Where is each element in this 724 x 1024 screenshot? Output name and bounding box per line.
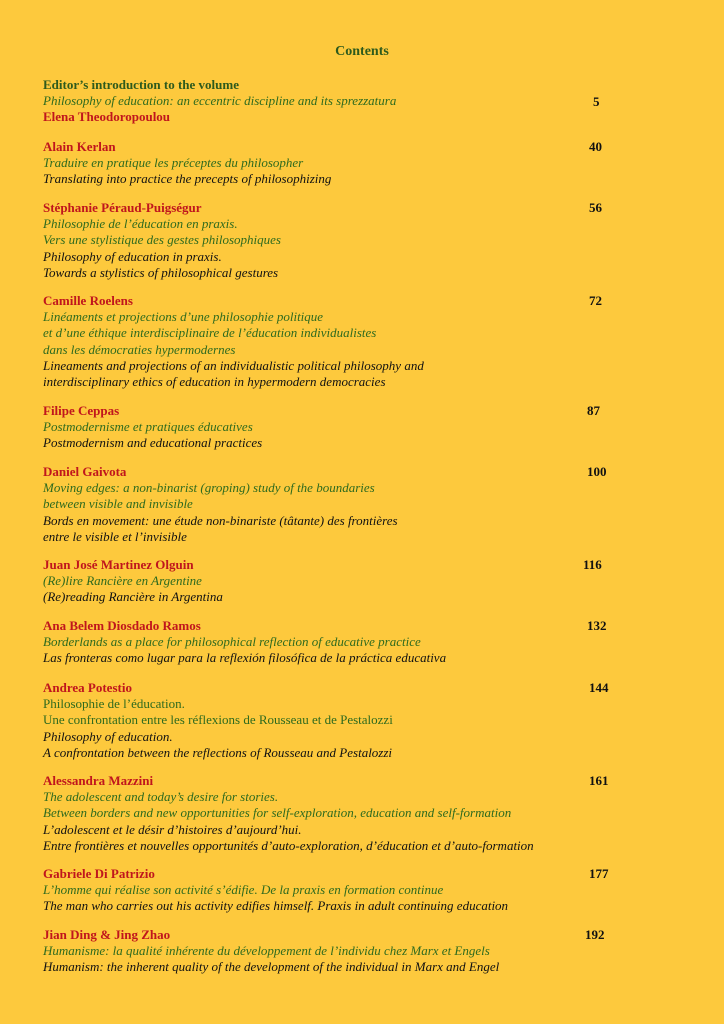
entry-title-line: The adolescent and today’s desire for stories. xyxy=(43,789,279,805)
entry-author: Elena Theodoropoulou xyxy=(43,109,171,125)
entry-title-line: Philosophy of education. xyxy=(43,728,173,744)
entry-author: Alain Kerlan xyxy=(43,139,116,154)
entry-title-line: et d’une éthique interdisciplinaire de l’éducation individualistes xyxy=(43,325,377,341)
entry-title-line: (Re)lire Rancière en Argentine xyxy=(43,573,202,589)
entry-title-line: Postmodernism and educational practices xyxy=(43,435,263,451)
entry-title-line: Between borders and new opportunities for self-exploration, education and self-formation xyxy=(43,805,512,821)
entry-title-line: Humanism: the inherent quality of the development of the individual in Marx and Engel xyxy=(43,959,500,975)
entry-page-number: 177 xyxy=(589,866,609,881)
toc-entry xyxy=(43,927,663,976)
entry-page-number: 87 xyxy=(587,403,600,418)
entry-author: Andrea Potestio xyxy=(43,680,132,695)
entry-title-line: Moving edges: a non-binarist (groping) study of the boundaries xyxy=(43,480,375,496)
toc-entry xyxy=(43,618,663,667)
entry-title-line: Entre frontières et nouvelles opportunités d’auto-exploration, d’éducation et d’auto-formation xyxy=(43,837,534,853)
entry-author: Juan José Martinez Olguin xyxy=(43,557,194,572)
entry-title-line: A confrontation between the reflections of Rousseau and Pestalozzi xyxy=(43,744,393,760)
toc-entry xyxy=(43,139,663,188)
entry-author: Jian Ding & Jing Zhao xyxy=(43,927,171,942)
entry-title-line: Philosophie de l’éducation en praxis. xyxy=(43,216,238,232)
entry-title-line: The man who carries out his activity edifies himself. Praxis in adult continuing education xyxy=(43,898,509,914)
entry-page-number: 161 xyxy=(589,773,609,788)
entry-title-line: Lineaments and projections of an individualistic political philosophy and xyxy=(43,357,424,373)
entry-page-number: 40 xyxy=(589,139,602,154)
entry-author: Ana Belem Diosdado Ramos xyxy=(43,618,201,633)
toc-entry xyxy=(43,680,663,761)
entry-author: Filipe Ceppas xyxy=(43,403,120,418)
entry-title-line: Une confrontation entre les réflexions de Rousseau et de Pestalozzi xyxy=(43,712,393,728)
entry-title-line: Philosophy of education in praxis. xyxy=(43,248,222,264)
entry-page-number: 56 xyxy=(589,200,602,215)
toc-entry xyxy=(43,403,663,452)
entry-author: Daniel Gaivota xyxy=(43,464,127,479)
entry-author: Alessandra Mazzini xyxy=(43,773,154,788)
toc-entry xyxy=(43,557,663,606)
entry-title-line: (Re)reading Rancière in Argentina xyxy=(43,589,223,605)
entry-title-line: L’homme qui réalise son activité s’édifie. De la praxis en formation continue xyxy=(43,882,444,898)
entry-title-line: Towards a stylistics of philosophical gestures xyxy=(43,264,279,280)
entry-title-line: Vers une stylistique des gestes philosophiques xyxy=(43,232,281,248)
page-title: Contents xyxy=(335,44,389,59)
entry-page-number: 144 xyxy=(589,680,609,695)
entry-title-line: dans les démocraties hypermodernes xyxy=(43,341,236,357)
toc-entry xyxy=(43,200,663,281)
entry-title-line: Bords en movement: une étude non-binariste (tâtante) des frontières xyxy=(43,512,398,528)
toc-entry xyxy=(43,293,663,390)
entry-title-line: between visible and invisible xyxy=(43,496,193,512)
entry-title-line: Traduire en pratique les préceptes du philosopher xyxy=(43,155,304,171)
entry-page-number: 5 xyxy=(593,94,600,109)
entry-page-number: 116 xyxy=(583,557,602,572)
toc-entry xyxy=(43,464,663,545)
entry-title-line: entre le visible et l’invisible xyxy=(43,528,187,544)
entry-title-line: Borderlands as a place for philosophical reflection of educative practice xyxy=(43,634,421,650)
entry-page-number: 132 xyxy=(587,618,607,633)
entry-title-line: Linéaments et projections d’une philosophie politique xyxy=(43,309,324,325)
entry-title-line: interdisciplinary ethics of education in hypermodern democracies xyxy=(43,374,386,390)
entry-title-line: Philosophy of education: an eccentric discipline and its sprezzatura xyxy=(43,93,397,109)
toc-entry xyxy=(43,866,663,915)
entry-title-line: Translating into practice the precepts of philosophizing xyxy=(43,171,332,187)
entry-title-line: Philosophie de l’éducation. xyxy=(43,696,185,712)
entry-page-number: 100 xyxy=(587,464,607,479)
entry-title-line: L’adolescent et le désir d’histoires d’aujourd’hui. xyxy=(43,821,302,837)
entry-heading: Editor’s introduction to the volume xyxy=(43,77,239,92)
entry-author: Gabriele Di Patrizio xyxy=(43,866,155,881)
entry-author: Stéphanie Péraud-Puigségur xyxy=(43,200,202,215)
entry-page-number: 192 xyxy=(585,927,605,942)
entry-title-line: Humanisme: la qualité inhérente du développement de l’individu chez Marx et Engels xyxy=(43,943,490,959)
entry-title-line: Las fronteras como lugar para la reflexión filosófica de la práctica educativa xyxy=(43,650,447,666)
toc-entry-introduction xyxy=(43,77,663,126)
toc-entry xyxy=(43,773,663,854)
entry-page-number: 72 xyxy=(589,293,602,308)
entry-author: Camille Roelens xyxy=(43,293,133,308)
entry-title-line: Postmodernisme et pratiques éducatives xyxy=(43,419,253,435)
